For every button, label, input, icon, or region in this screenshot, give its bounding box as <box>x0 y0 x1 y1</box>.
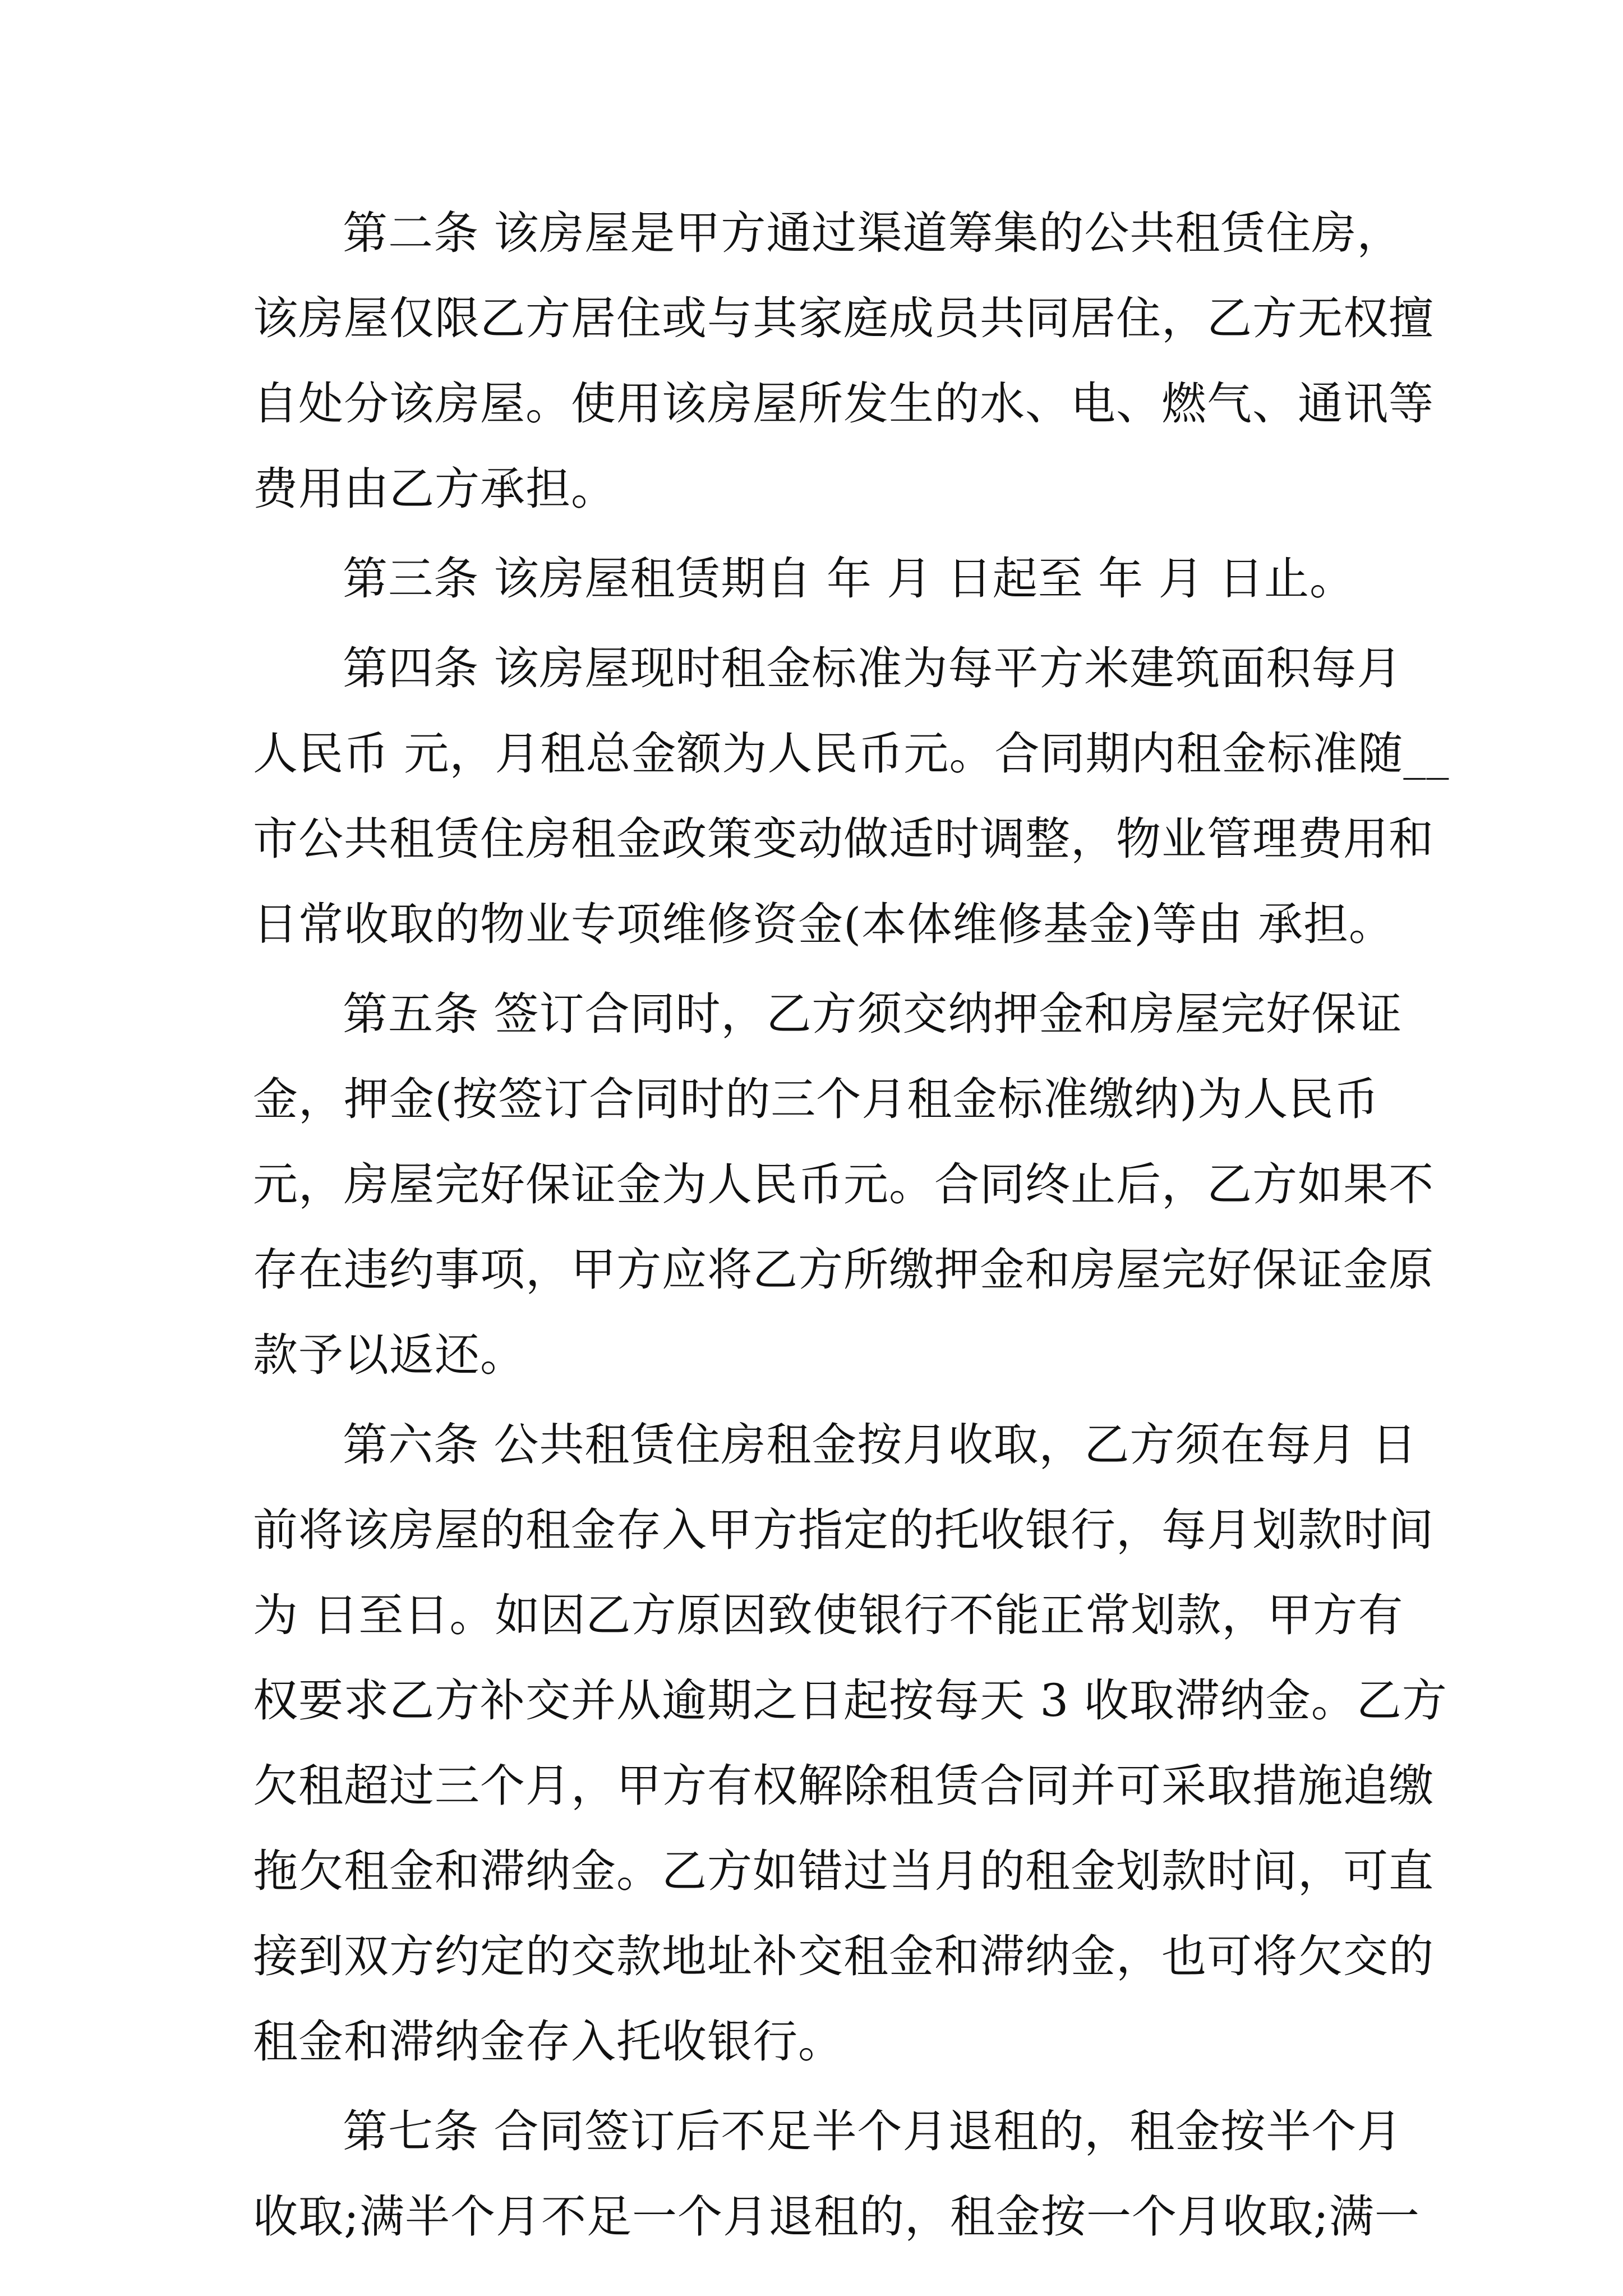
paragraph-gap <box>253 532 1385 536</box>
text-line: 收取;满半个月不足一个月退租的，租金按一个月收取;满一 <box>253 2191 1420 2243</box>
text-line: 金，押金(按签订合同时的三个月租金标准缴纳)为人民币 <box>253 1073 1380 1125</box>
text-line: 元，房屋完好保证金为人民币元。合同终止后，乙方如果不 <box>253 1158 1434 1211</box>
paragraph <box>253 191 1434 532</box>
paragraph <box>253 626 1450 967</box>
text-line: 存在违约事项，甲方应将乙方所缴押金和房屋完好保证金原 <box>253 1244 1434 1296</box>
document-body <box>253 191 1450 2260</box>
text-line: 第三条 该房屋租赁期自 年 月 日起至 年 月 日止。 <box>343 553 1355 605</box>
text-line: 拖欠租金和滞纳金。乙方如错过当月的租金划款时间，可直 <box>253 1845 1434 1897</box>
text-line: 该房屋仅限乙方居住或与其家庭成员共同居住，乙方无权擅 <box>253 292 1434 344</box>
paragraph-gap <box>253 622 1385 626</box>
paragraph <box>253 536 1385 622</box>
paragraph <box>253 1402 1447 2085</box>
text-line: 为 日至日。如因乙方原因致使银行不能正常划款，甲方有 <box>253 1589 1404 1641</box>
text-line: 自处分该房屋。使用该房屋所发生的水、电、燃气、通讯等 <box>253 378 1434 430</box>
paragraph <box>253 2089 1420 2260</box>
text-line: 欠租超过三个月，甲方有权解除租赁合同并可采取措施追缴 <box>253 1760 1434 1812</box>
paragraph-gap <box>253 2085 1385 2089</box>
text-line: 接到双方约定的交款地址补交租金和滞纳金，也可将欠交的 <box>253 1930 1434 1982</box>
paragraph-gap <box>253 1398 1385 1402</box>
text-line: 日常收取的物业专项维修资金(本体维修基金)等由 承担。 <box>253 898 1394 950</box>
paragraph <box>253 972 1434 1398</box>
text-line: 权要求乙方补交并从逾期之日起按每天 3 收取滞纳金。乙方 <box>253 1674 1447 1727</box>
paragraph-gap <box>253 967 1385 972</box>
text-line: 第七条 合同签订后不足半个月退租的，租金按半个月 <box>343 2105 1403 2157</box>
text-line: 人民币 元，月租总金额为人民币元。合同期内租金标准随__ <box>253 728 1450 780</box>
text-line: 第五条 签订合同时，乙方须交纳押金和房屋完好保证 <box>343 988 1403 1040</box>
text-line: 第四条 该房屋现时租金标准为每平方米建筑面积每月 <box>343 642 1403 694</box>
text-line: 第二条 该房屋是甲方通过渠道筹集的公共租赁住房， <box>343 207 1403 259</box>
text-line: 费用由乙方承担。 <box>253 463 616 515</box>
text-line: 款予以返还。 <box>253 1329 525 1381</box>
text-line: 第六条 公共租赁住房租金按月收取，乙方须在每月 日 <box>343 1419 1417 1471</box>
text-line: 前将该房屋的租金存入甲方指定的托收银行，每月划款时间 <box>253 1504 1434 1556</box>
text-line: 租金和滞纳金存入托收银行。 <box>253 2016 843 2068</box>
text-line: 市公共租赁住房租金政策变动做适时调整，物业管理费用和 <box>253 813 1434 865</box>
